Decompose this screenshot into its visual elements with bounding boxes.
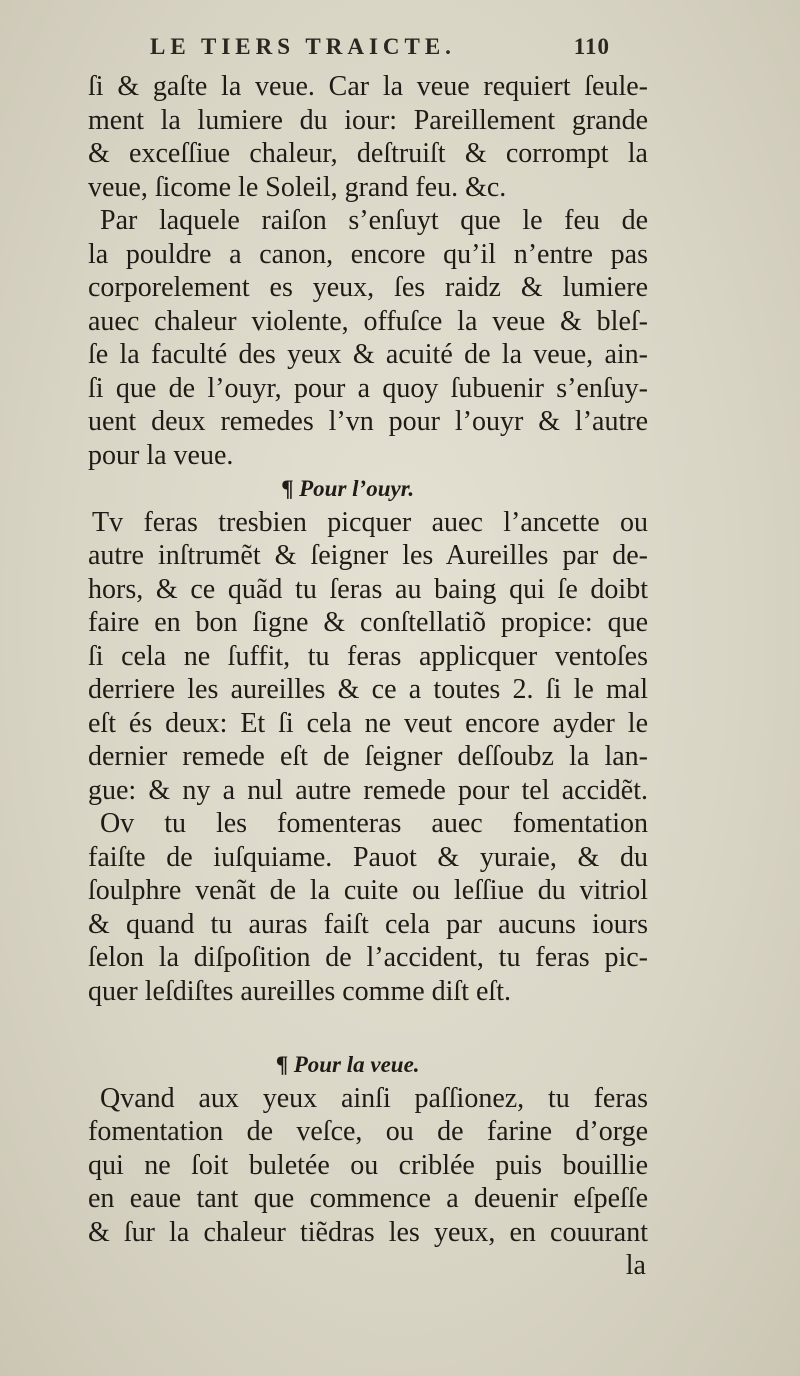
text-line: hors, & ce quãd tu ſeras au baing qui ſe doibt xyxy=(88,573,648,605)
page-header xyxy=(150,34,610,70)
text-line: & ſur la chaleur tiẽdras les yeux, en couurant xyxy=(88,1216,648,1248)
text-line: ſoulphre venãt de la cuite ou leſſiue du vitriol xyxy=(88,875,648,906)
catchword: la xyxy=(625,1250,646,1281)
text-line: en eaue tant que commence a deuenir eſpeſſe xyxy=(88,1183,648,1214)
text-line: Ov tu les fomenteras auec fomentation xyxy=(100,808,648,839)
text-line: Tv feras tresbien picquer auec l’ancette ou xyxy=(92,506,648,538)
text-line: Par laquele raiſon s’enſuyt que le feu de xyxy=(100,205,648,236)
text-line: autre inſtrumẽt & ſeigner les Aureilles par de- xyxy=(88,540,648,571)
text-line: ſi & gaſte la veue. Car la veue requiert ſeule- xyxy=(88,71,648,102)
text-line: uent deux remedes l’vn pour l’ouyr & l’autre xyxy=(88,406,648,437)
text-line: eſt és deux: Et ſi cela ne veut encore ayder le xyxy=(88,707,648,739)
text-line: faiſte de iuſquiame. Pauot & yuraie, & du xyxy=(88,841,648,873)
text-line: veue, ſicome le Soleil, grand feu. &c. xyxy=(88,171,507,203)
text-line: derriere les aureilles & ce a toutes 2. ſi le mal xyxy=(88,674,648,705)
text-line: & exceſſiue chaleur, deſtruiſt & corrompt la xyxy=(88,138,648,169)
body-text xyxy=(88,70,648,1283)
text-line: ſi que de l’ouyr, pour a quoy ſubuenir s’enſuy- xyxy=(88,372,648,404)
text-line: fomentation de veſce, ou de farine d’orge xyxy=(88,1116,648,1147)
section-gap xyxy=(88,1008,648,1048)
text-line: auec chaleur violente, offuſce la veue & bleſ- xyxy=(88,305,648,337)
text-line: gue: & ny a nul autre remede pour tel accidẽt. xyxy=(88,774,648,806)
text-line: faire en bon ſigne & conſtellatiõ propice: que xyxy=(88,607,648,638)
text-line: dernier remede eſt de ſeigner deſſoubz la lan- xyxy=(88,741,648,772)
text-line: & quand tu auras faiſt cela par aucuns iours xyxy=(88,908,648,940)
running-title: LE TIERS TRAICTE. xyxy=(150,34,456,59)
text-line: pour la veue. xyxy=(88,439,234,471)
text-line: qui ne ſoit buletée ou criblée puis bouillie xyxy=(88,1149,648,1181)
section-heading-ouyr: ¶ Pour l’ouyr. xyxy=(281,476,415,501)
text-line: Qvand aux yeux ainſi paſſionez, tu feras xyxy=(100,1082,648,1114)
text-line: ſelon la diſpoſition de l’accident, tu feras pic- xyxy=(88,942,648,973)
text-line: ſi cela ne ſuffit, tu feras applicquer ventoſes xyxy=(88,640,648,672)
text-line: la pouldre a canon, encore qu’il n’entre pas xyxy=(88,238,648,270)
text-line: ment la lumiere du iour: Pareillement grande xyxy=(88,104,648,136)
text-line: corporelement es yeux, ſes raidz & lumiere xyxy=(88,272,648,303)
text-line: ſe la faculté des yeux & acuité de la veue, ain- xyxy=(88,339,648,370)
section-heading-veue: ¶ Pour la veue. xyxy=(276,1052,420,1077)
text-line: quer leſdiſtes aureilles comme diſt eſt. xyxy=(88,975,511,1007)
page-number: 110 xyxy=(573,34,610,59)
